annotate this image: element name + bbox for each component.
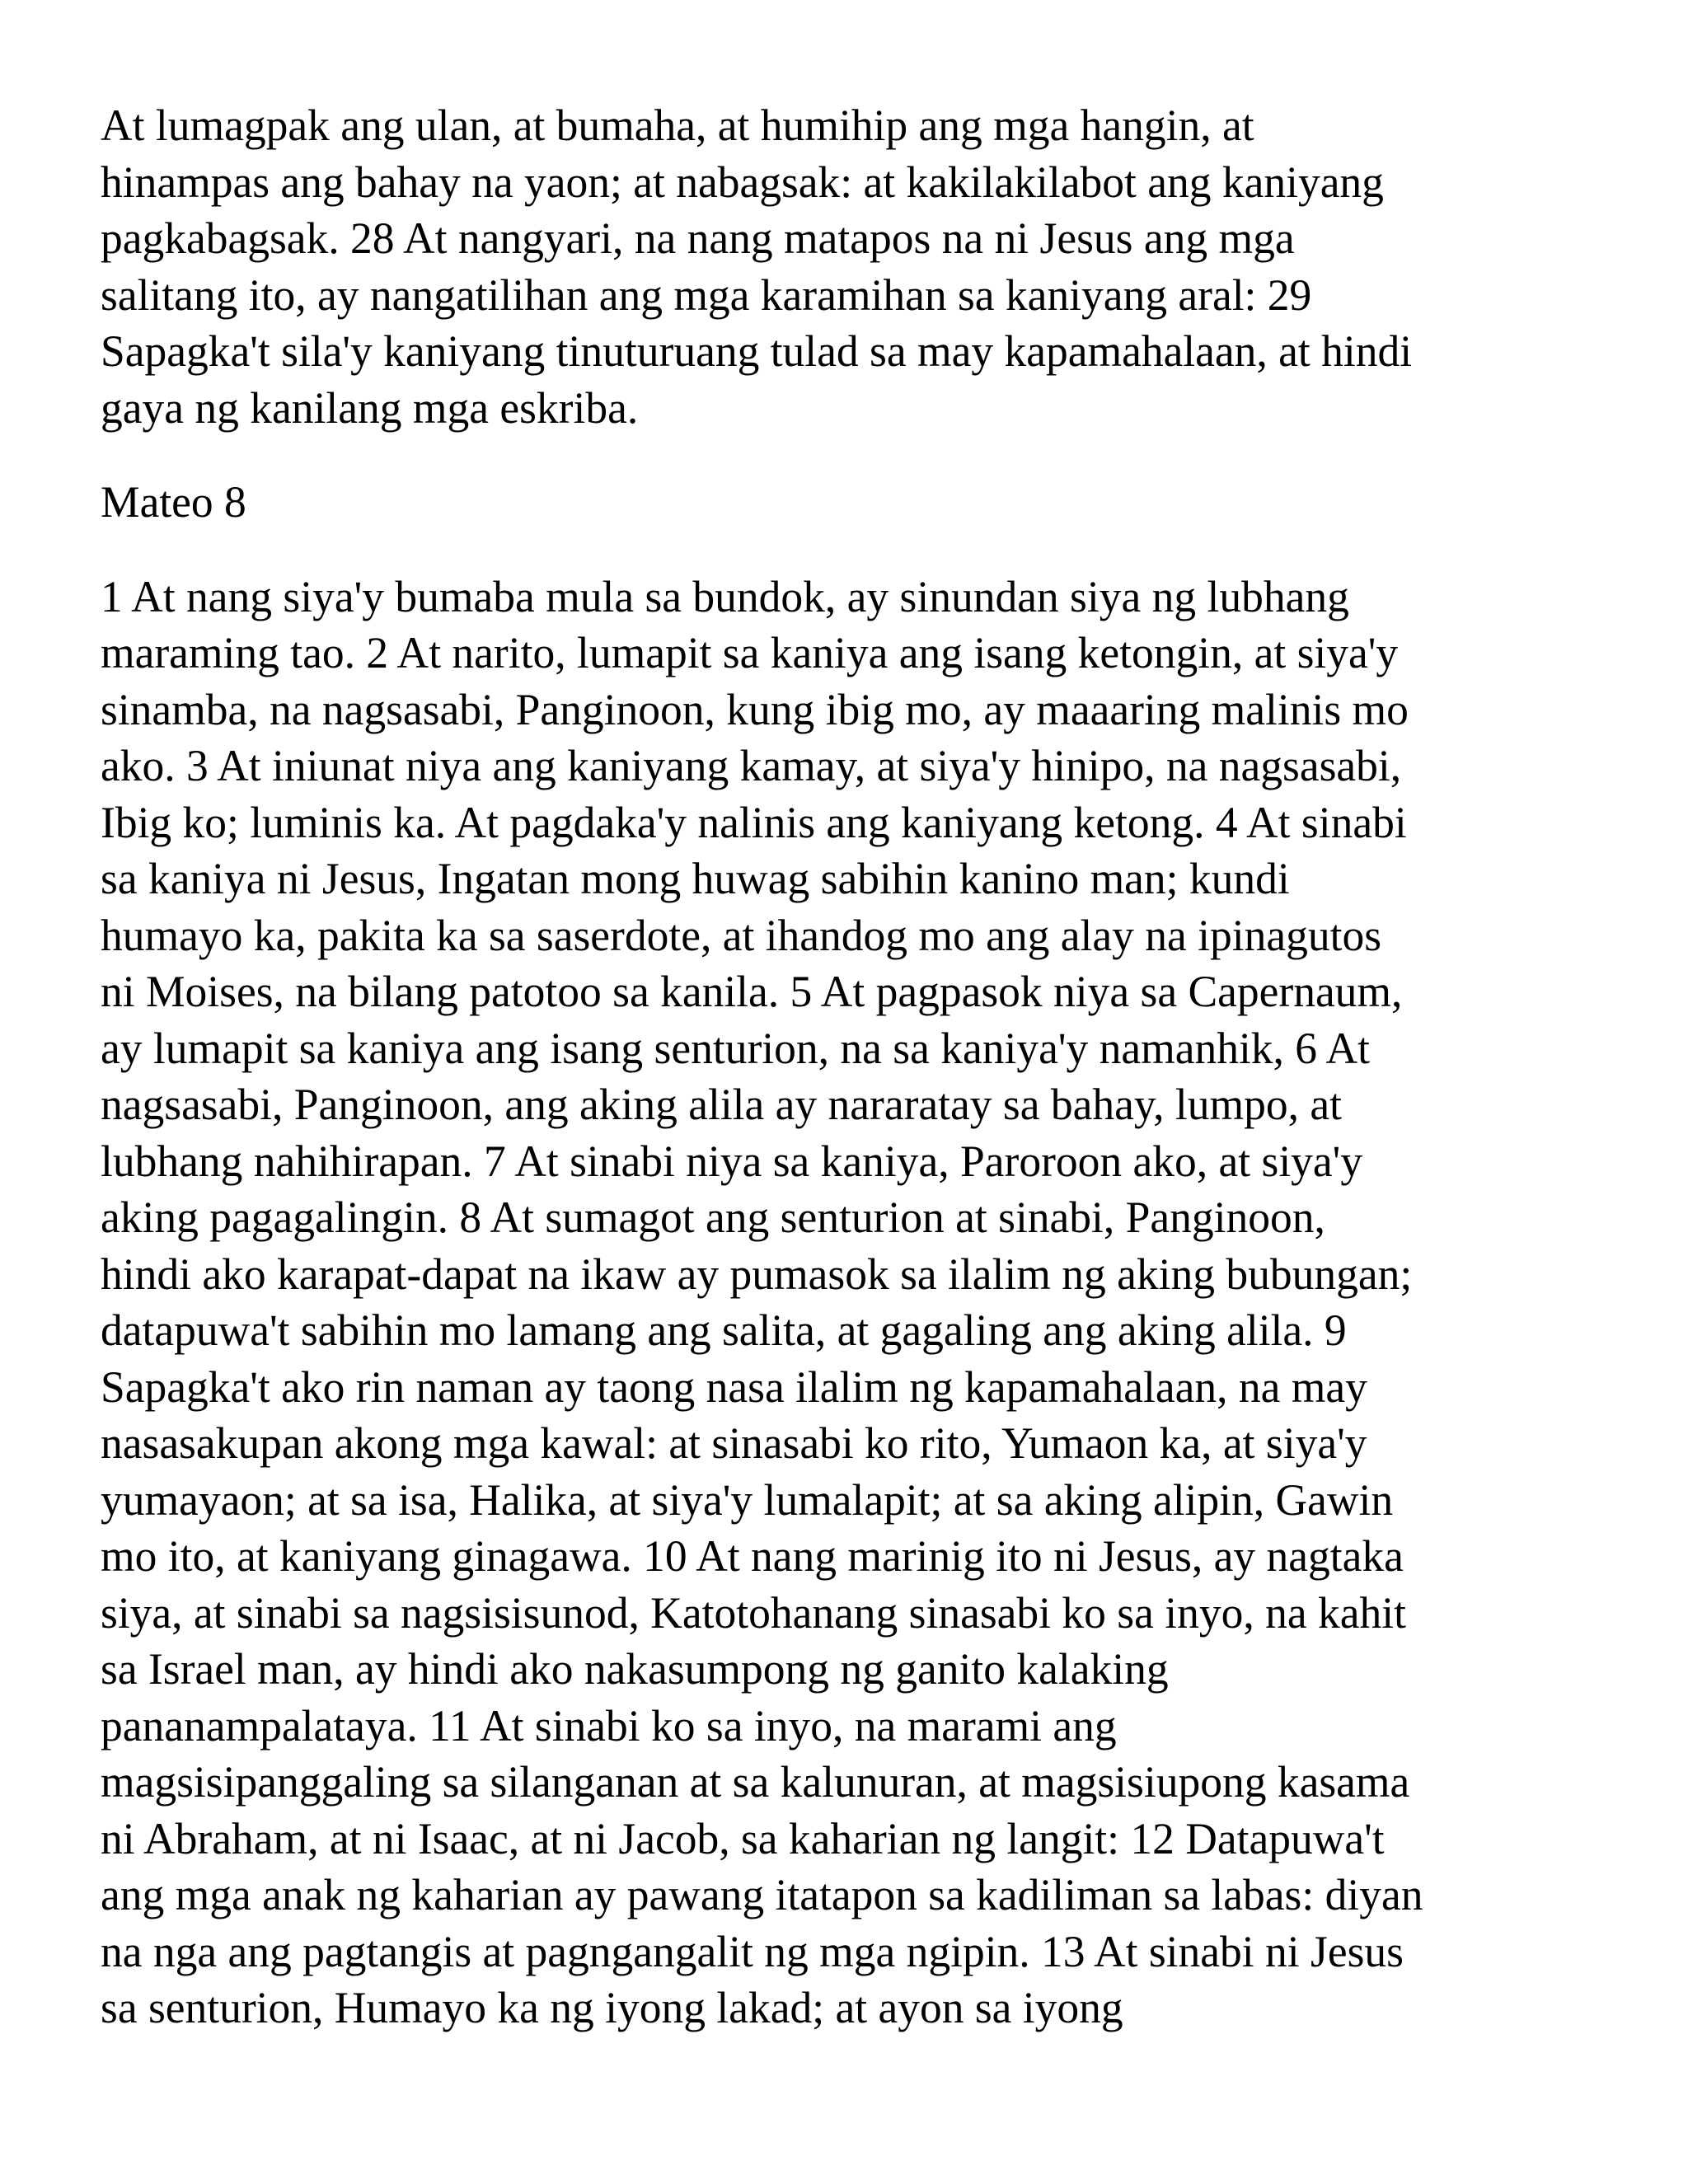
chapter-title: Mateo 8 <box>101 477 246 527</box>
text-line: nagsasabi, Panginoon, ang aking alila ay nararatay sa bahay, lumpo, at <box>101 1080 1342 1129</box>
text-line: ni Moises, na bilang patotoo sa kanila. 5 At pagpasok niya sa Capernaum, <box>101 967 1403 1016</box>
text-line: Sapagka't ako rin naman ay taong nasa ilalim ng kapamahalaan, na may <box>101 1361 1367 1412</box>
text-line: sa kaniya ni Jesus, Ingatan mong huwag sabihin kanino man; kundi <box>101 854 1290 903</box>
text-line: Ibig ko; luminis ka. At pagdaka'y nalinis ang kaniyang ketong. 4 At sinabi <box>101 797 1407 847</box>
text-line: pananampalataya. 11 At sinabi ko sa inyo, na marami ang <box>101 1700 1117 1750</box>
text-line: gaya ng kanilang mga eskriba. <box>101 382 639 433</box>
text-line: At lumagpak ang ulan, at bumaha, at humihip ang mga hangin, at <box>101 101 1254 150</box>
text-line: datapuwa't sabihin mo lamang ang salita, at gagaling ang aking alila. 9 <box>101 1305 1347 1355</box>
text-line: humayo ka, pakita ka sa saserdote, at ihandog mo ang alay na ipinagutos <box>101 910 1382 960</box>
text-line: lubhang nahihirapan. 7 At sinabi niya sa kaniya, Paroroon ako, at siya'y <box>101 1136 1363 1186</box>
text-line: sa Israel man, ay hindi ako nakasumpong ng ganito kalaking <box>101 1644 1169 1694</box>
text-line: magsisipanggaling sa silanganan at sa kalunuran, at magsisiupong kasama <box>101 1757 1410 1807</box>
paragraph-spacer <box>101 531 1601 569</box>
text-line: hindi ako karapat-dapat na ikaw ay pumasok sa ilalim ng aking bubungan; <box>101 1249 1413 1299</box>
text-line: hinampas ang bahay na yaon; at nabagsak: at kakilakilabot ang kaniyang <box>101 157 1384 207</box>
text-line: sinamba, na nagsasabi, Panginoon, kung ibig mo, ay maaaring malinis mo <box>101 684 1409 734</box>
text-line: maraming tao. 2 At narito, lumapit sa kaniya ang isang ketongin, at siya'y <box>101 628 1399 677</box>
text-line: pagkabagsak. 28 At nangyari, na nang matapos na ni Jesus ang mga <box>101 213 1295 263</box>
document-page <box>101 97 1601 2036</box>
text-line: na nga ang pagtangis at pagngangalit ng mga ngipin. 13 At sinabi ni Jesus <box>101 1926 1404 1976</box>
text-line: aking pagagalingin. 8 At sumagot ang senturion at sinabi, Panginoon, <box>101 1193 1325 1242</box>
paragraph-continuation <box>101 97 1601 436</box>
text-line: Sapagka't sila'y kaniyang tinuturuang tulad sa may kapamahalaan, at hindi <box>101 326 1413 376</box>
paragraph-spacer <box>101 436 1601 474</box>
text-line: ang mga anak ng kaharian ay pawang itatapon sa kadiliman sa labas: diyan <box>101 1870 1423 1919</box>
text-line: ako. 3 At iniunat niya ang kaniyang kamay, at siya'y hinipo, na nagsasabi, <box>101 741 1402 790</box>
text-line: yumayaon; at sa isa, Halika, at siya'y lumalapit; at sa aking alipin, Gawin <box>101 1474 1394 1525</box>
chapter-heading <box>101 474 1601 531</box>
text-line: mo ito, at kaniyang ginagawa. 10 At nang marinig ito ni Jesus, ay nagtaka <box>101 1531 1404 1581</box>
text-line: ni Abraham, at ni Isaac, at ni Jacob, sa kaharian ng langit: 12 Datapuwa't <box>101 1813 1385 1863</box>
text-line: sa senturion, Humayo ka ng iyong lakad; at ayon sa iyong <box>101 1983 1123 2032</box>
chapter-body <box>101 569 1601 2036</box>
text-line: siya, at sinabi sa nagsisisunod, Katotohanang sinasabi ko sa inyo, na kahit <box>101 1587 1406 1638</box>
text-line: nasasakupan akong mga kawal: at sinasabi ko rito, Yumaon ka, at siya'y <box>101 1418 1367 1468</box>
text-line: ay lumapit sa kaniya ang isang senturion, na sa kaniya'y namanhik, 6 At <box>101 1023 1370 1073</box>
text-line: salitang ito, ay nangatilihan ang mga karamihan sa kaniyang aral: 29 <box>101 269 1312 320</box>
text-line: 1 At nang siya'y bumaba mula sa bundok, ay sinundan siya ng lubhang <box>101 571 1349 621</box>
